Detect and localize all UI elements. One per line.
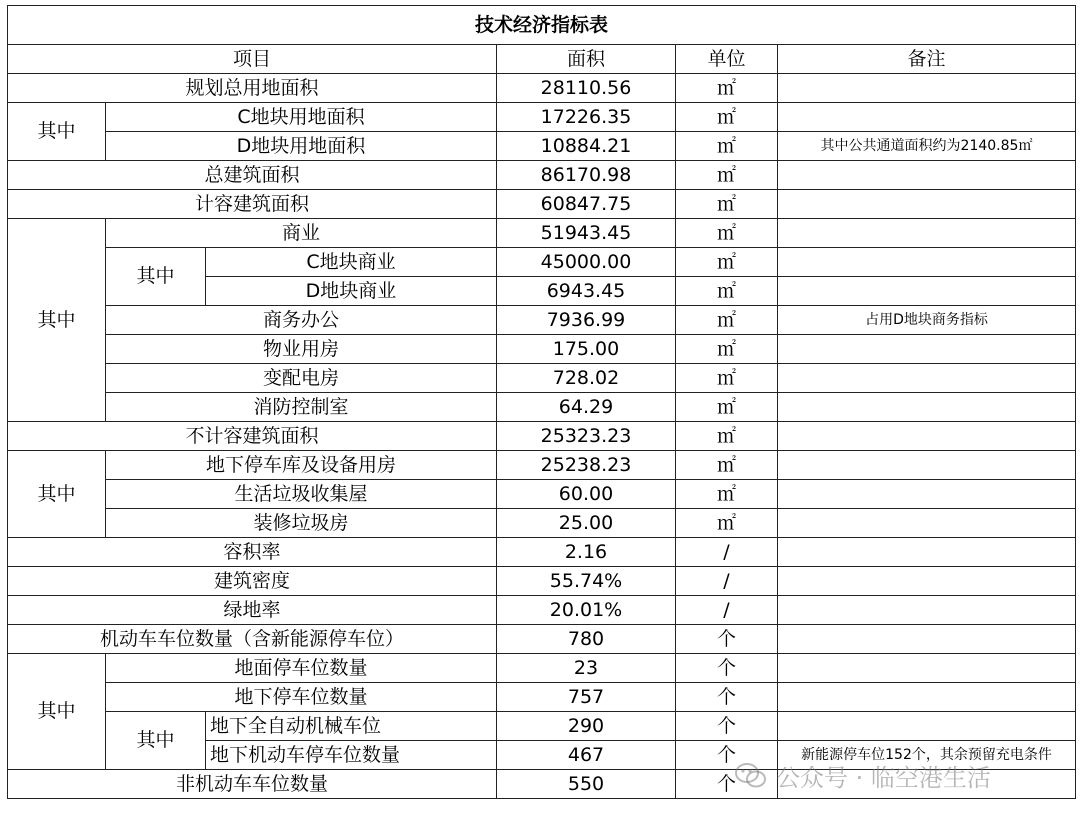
row-note	[778, 248, 1076, 277]
row-unit: /	[676, 538, 778, 567]
row-value: 51943.45	[497, 219, 676, 248]
row-value: 25323.23	[497, 422, 676, 451]
row-label: 生活垃圾收集屋	[106, 480, 497, 509]
row-label: 消防控制室	[106, 393, 497, 422]
table-row	[8, 161, 1076, 190]
table-row	[8, 364, 1076, 393]
row-unit: 个	[676, 625, 778, 654]
row-value: 25238.23	[497, 451, 676, 480]
row-value: 45000.00	[497, 248, 676, 277]
row-label: 计容建筑面积	[8, 190, 497, 219]
row-value: 64.29	[497, 393, 676, 422]
row-label: 地下机动车停车位数量	[206, 741, 497, 770]
row-label: 地下停车库及设备用房	[106, 451, 497, 480]
header-unit: 单位	[676, 45, 778, 74]
row-note	[778, 422, 1076, 451]
row-unit: 个	[676, 741, 778, 770]
row-unit: ㎡	[676, 219, 778, 248]
table-row	[8, 451, 1076, 480]
row-note	[778, 364, 1076, 393]
row-label: 非机动车车位数量	[8, 770, 497, 799]
row-unit: ㎡	[676, 161, 778, 190]
table-row	[8, 306, 1076, 335]
row-note	[778, 683, 1076, 712]
row-label: 规划总用地面积	[8, 74, 497, 103]
table-row	[8, 712, 1076, 741]
row-value: 290	[497, 712, 676, 741]
row-unit: ㎡	[676, 509, 778, 538]
row-label: C地块用地面积	[106, 103, 497, 132]
row-unit: /	[676, 567, 778, 596]
row-label: C地块商业	[206, 248, 497, 277]
row-unit: 个	[676, 770, 778, 799]
row-unit: ㎡	[676, 422, 778, 451]
row-unit: ㎡	[676, 103, 778, 132]
row-value: 86170.98	[497, 161, 676, 190]
table-row	[8, 509, 1076, 538]
row-value: 17226.35	[497, 103, 676, 132]
row-unit: ㎡	[676, 277, 778, 306]
row-unit: ㎡	[676, 335, 778, 364]
row-unit: ㎡	[676, 364, 778, 393]
row-unit: ㎡	[676, 306, 778, 335]
row-unit: ㎡	[676, 248, 778, 277]
row-unit: ㎡	[676, 480, 778, 509]
row-note	[778, 393, 1076, 422]
row-note	[778, 654, 1076, 683]
row-note	[778, 625, 1076, 654]
row-unit: 个	[676, 683, 778, 712]
header-area: 面积	[497, 45, 676, 74]
row-value: 25.00	[497, 509, 676, 538]
row-value: 467	[497, 741, 676, 770]
row-note	[778, 335, 1076, 364]
row-unit: /	[676, 596, 778, 625]
table-row	[8, 422, 1076, 451]
row-value: 10884.21	[497, 132, 676, 161]
group-qizhong: 其中	[8, 654, 106, 770]
group-qizhong: 其中	[8, 103, 106, 161]
row-note	[778, 509, 1076, 538]
table-row	[8, 103, 1076, 132]
table-row	[8, 335, 1076, 364]
row-value: 780	[497, 625, 676, 654]
row-label: 地面停车位数量	[106, 654, 497, 683]
row-value: 20.01%	[497, 596, 676, 625]
table-row	[8, 683, 1076, 712]
table-row	[8, 393, 1076, 422]
row-label: 机动车车位数量（含新能源停车位）	[8, 625, 497, 654]
row-note	[778, 451, 1076, 480]
row-note	[778, 770, 1076, 799]
header-note: 备注	[778, 45, 1076, 74]
group-qizhong: 其中	[8, 451, 106, 538]
row-label: 总建筑面积	[8, 161, 497, 190]
row-note	[778, 712, 1076, 741]
row-label: D地块用地面积	[106, 132, 497, 161]
row-value: 6943.45	[497, 277, 676, 306]
table-row	[8, 248, 1076, 277]
row-label: 物业用房	[106, 335, 497, 364]
table-row	[8, 132, 1076, 161]
subgroup-qizhong: 其中	[106, 712, 206, 770]
row-value: 60847.75	[497, 190, 676, 219]
group-qizhong: 其中	[8, 219, 106, 422]
table-title: 技术经济指标表	[8, 6, 1076, 45]
row-unit: 个	[676, 654, 778, 683]
row-note: 占用D地块商务指标	[778, 306, 1076, 335]
row-value: 757	[497, 683, 676, 712]
row-label: 商业	[106, 219, 497, 248]
table-row	[8, 480, 1076, 509]
row-value: 55.74%	[497, 567, 676, 596]
row-value: 175.00	[497, 335, 676, 364]
row-label: 地下停车位数量	[106, 683, 497, 712]
row-label: 容积率	[8, 538, 497, 567]
table-row	[8, 190, 1076, 219]
row-note	[778, 480, 1076, 509]
row-unit: ㎡	[676, 393, 778, 422]
table-row	[8, 770, 1076, 799]
row-note	[778, 219, 1076, 248]
row-unit: 个	[676, 712, 778, 741]
row-unit: ㎡	[676, 74, 778, 103]
row-value: 550	[497, 770, 676, 799]
row-label: 商务办公	[106, 306, 497, 335]
row-note	[778, 596, 1076, 625]
row-value: 23	[497, 654, 676, 683]
row-value: 2.16	[497, 538, 676, 567]
row-note	[778, 161, 1076, 190]
table-row	[8, 625, 1076, 654]
row-value: 728.02	[497, 364, 676, 393]
row-note	[778, 74, 1076, 103]
table-row	[8, 654, 1076, 683]
table-row	[8, 74, 1076, 103]
row-note: 其中公共通道面积约为2140.85㎡	[778, 132, 1076, 161]
row-note	[778, 277, 1076, 306]
header-row	[8, 45, 1076, 74]
row-note: 新能源停车位152个，其余预留充电条件	[778, 741, 1076, 770]
title-row	[8, 6, 1076, 45]
row-label: D地块商业	[206, 277, 497, 306]
row-note	[778, 538, 1076, 567]
table-row	[8, 219, 1076, 248]
tech-econ-table	[7, 5, 1076, 799]
row-unit: ㎡	[676, 132, 778, 161]
row-value: 7936.99	[497, 306, 676, 335]
row-label: 不计容建筑面积	[8, 422, 497, 451]
table-row	[8, 567, 1076, 596]
subgroup-qizhong: 其中	[106, 248, 206, 306]
row-note	[778, 567, 1076, 596]
row-label: 地下全自动机械车位	[206, 712, 497, 741]
row-unit: ㎡	[676, 190, 778, 219]
table-row	[8, 538, 1076, 567]
row-note	[778, 190, 1076, 219]
table-row	[8, 596, 1076, 625]
row-label: 装修垃圾房	[106, 509, 497, 538]
row-unit: ㎡	[676, 451, 778, 480]
row-label: 变配电房	[106, 364, 497, 393]
row-value: 28110.56	[497, 74, 676, 103]
watermark-text: 公众号 · 临空港生活	[776, 764, 991, 792]
row-label: 建筑密度	[8, 567, 497, 596]
row-value: 60.00	[497, 480, 676, 509]
row-label: 绿地率	[8, 596, 497, 625]
header-item: 项目	[8, 45, 497, 74]
row-note	[778, 103, 1076, 132]
